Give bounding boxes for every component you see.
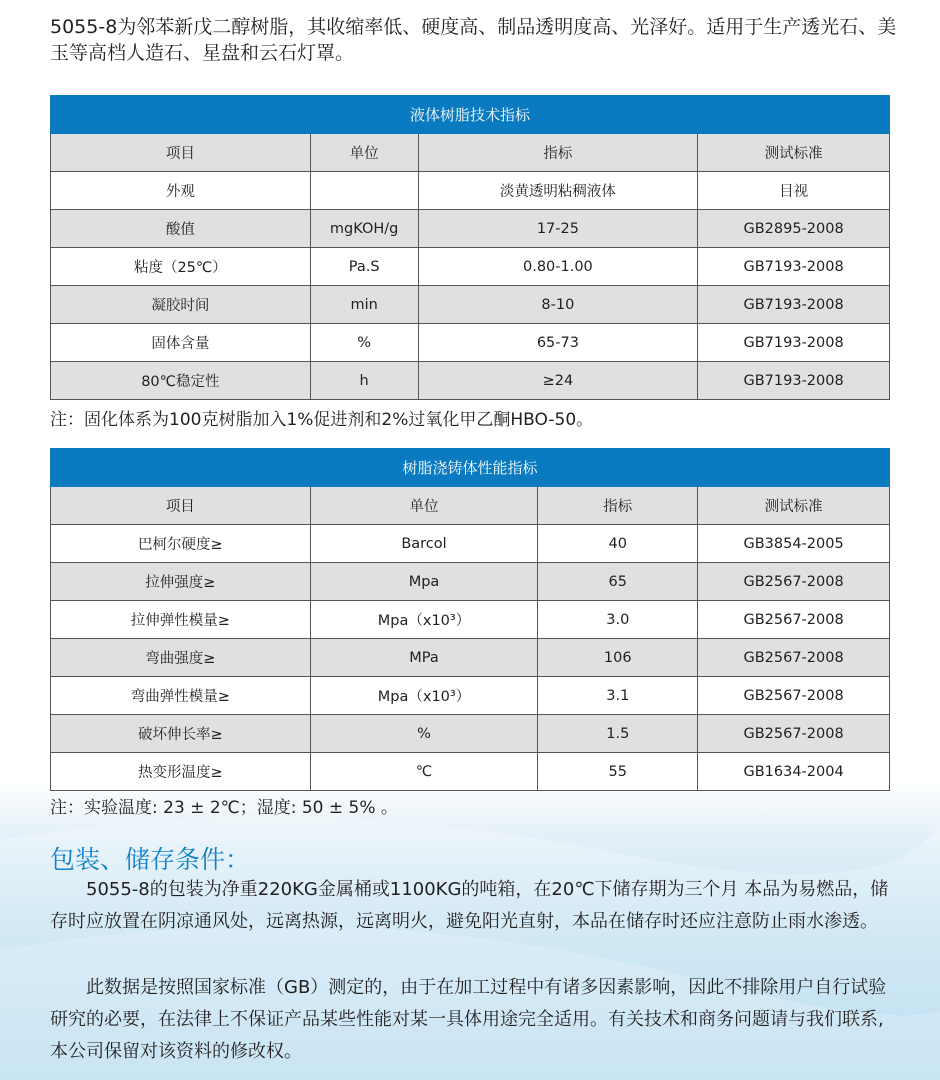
column-header: 项目: [51, 487, 311, 525]
table1-note: 注：固化体系为100克树脂加入1%促进剂和2%过氧化甲乙酮HBO-50。: [50, 410, 594, 430]
table-cell: h: [310, 362, 418, 400]
table-cell: 热变形温度≥: [51, 753, 311, 791]
table-cell: min: [310, 286, 418, 324]
table-cell: GB2567-2008: [698, 601, 890, 639]
table-title: 液体树脂技术指标: [51, 96, 890, 134]
table-cell: 目视: [698, 172, 890, 210]
table-cell: 破坏伸长率≥: [51, 715, 311, 753]
table-row: [51, 324, 890, 362]
table-cell: Mpa: [310, 563, 538, 601]
column-header: 项目: [51, 134, 311, 172]
column-header: 指标: [538, 487, 698, 525]
packaging-paragraph: 5055-8的包装为净重220KG金属桶或1100KG的吨箱，在20℃下储存期为三个月 本品为易燃品，储存时应放置在阴凉通风处，远离热源，远离明火，避免阳光直射，本品在储存时还应注意防止雨水渗透。: [50, 879, 889, 932]
table-title: 树脂浇铸体性能指标: [51, 449, 890, 487]
column-header: 单位: [310, 134, 418, 172]
table-cell: [310, 172, 418, 210]
table-cell: %: [310, 715, 538, 753]
table-row: [51, 172, 890, 210]
disclaimer-paragraph: 此数据是按照国家标准（GB）测定的，由于在加工过程中有诸多因素影响，因此不排除用户自行试验研究的必要，在法律上不保证产品某些性能对某一具体用途完全适用。有关技术和商务问题请与我们联系,本公司保留对该资料的修改权。: [50, 977, 887, 1062]
table-row: [51, 563, 890, 601]
table-cell: 0.80-1.00: [418, 248, 698, 286]
table-cell: Mpa（x10³）: [310, 677, 538, 715]
table-row: [51, 362, 890, 400]
table-cell: ℃: [310, 753, 538, 791]
table-cell: GB2567-2008: [698, 677, 890, 715]
column-header: 测试标准: [698, 134, 890, 172]
table-cell: MPa: [310, 639, 538, 677]
table-cell: Pa.S: [310, 248, 418, 286]
table-row: [51, 525, 890, 563]
table-cell: 酸值: [51, 210, 311, 248]
table-cell: 粘度（25℃）: [51, 248, 311, 286]
table-cell: 淡黄透明粘稠液体: [418, 172, 698, 210]
table-cell: GB2567-2008: [698, 715, 890, 753]
table-cell: 拉伸弹性模量≥: [51, 601, 311, 639]
table-row: [51, 753, 890, 791]
table-cell: GB7193-2008: [698, 248, 890, 286]
table-cell: 80℃稳定性: [51, 362, 311, 400]
table-row: [51, 715, 890, 753]
header-row: [51, 487, 890, 525]
column-header: 指标: [418, 134, 698, 172]
table-cell: 固体含量: [51, 324, 311, 362]
column-header: 测试标准: [698, 487, 890, 525]
table-cell: 55: [538, 753, 698, 791]
table-cell: %: [310, 324, 418, 362]
table-cell: GB2895-2008: [698, 210, 890, 248]
table-cell: mgKOH/g: [310, 210, 418, 248]
column-header: 单位: [310, 487, 538, 525]
table-cell: GB7193-2008: [698, 324, 890, 362]
table-cell: 弯曲弹性模量≥: [51, 677, 311, 715]
table-row: [51, 286, 890, 324]
table-cell: 3.1: [538, 677, 698, 715]
table-cell: GB2567-2008: [698, 563, 890, 601]
table-cell: 106: [538, 639, 698, 677]
table-row: [51, 639, 890, 677]
table-cell: 巴柯尔硬度≥: [51, 525, 311, 563]
table-cell: GB2567-2008: [698, 639, 890, 677]
table2-note: 注：实验温度: 23 ± 2℃；湿度: 50 ± 5% 。: [50, 798, 398, 818]
table-cell: 外观: [51, 172, 311, 210]
table-cell: GB7193-2008: [698, 286, 890, 324]
table-cell: 凝胶时间: [51, 286, 311, 324]
table-cell: GB7193-2008: [698, 362, 890, 400]
cast-resin-performance-table: [50, 448, 890, 791]
table-cell: 17-25: [418, 210, 698, 248]
table-cell: GB1634-2004: [698, 753, 890, 791]
table-cell: 1.5: [538, 715, 698, 753]
table-cell: ≥24: [418, 362, 698, 400]
table-cell: 65-73: [418, 324, 698, 362]
table-cell: GB3854-2005: [698, 525, 890, 563]
table-cell: 8-10: [418, 286, 698, 324]
table-cell: 弯曲强度≥: [51, 639, 311, 677]
intro-paragraph: 5055-8为邻苯新戊二醇树脂，其收缩率低、硬度高、制品透明度高、光泽好。适用于生产透光石、美玉等高档人造石、星盘和云石灯罩。: [50, 16, 897, 64]
table-row: [51, 248, 890, 286]
liquid-resin-spec-table: [50, 95, 890, 400]
table-row: [51, 210, 890, 248]
table-row: [51, 601, 890, 639]
table-cell: 40: [538, 525, 698, 563]
table-cell: 3.0: [538, 601, 698, 639]
table-cell: 拉伸强度≥: [51, 563, 311, 601]
table-cell: Barcol: [310, 525, 538, 563]
section-title: 包装、储存条件：: [50, 845, 251, 874]
header-row: [51, 134, 890, 172]
table-cell: 65: [538, 563, 698, 601]
table-cell: Mpa（x10³）: [310, 601, 538, 639]
table-row: [51, 677, 890, 715]
